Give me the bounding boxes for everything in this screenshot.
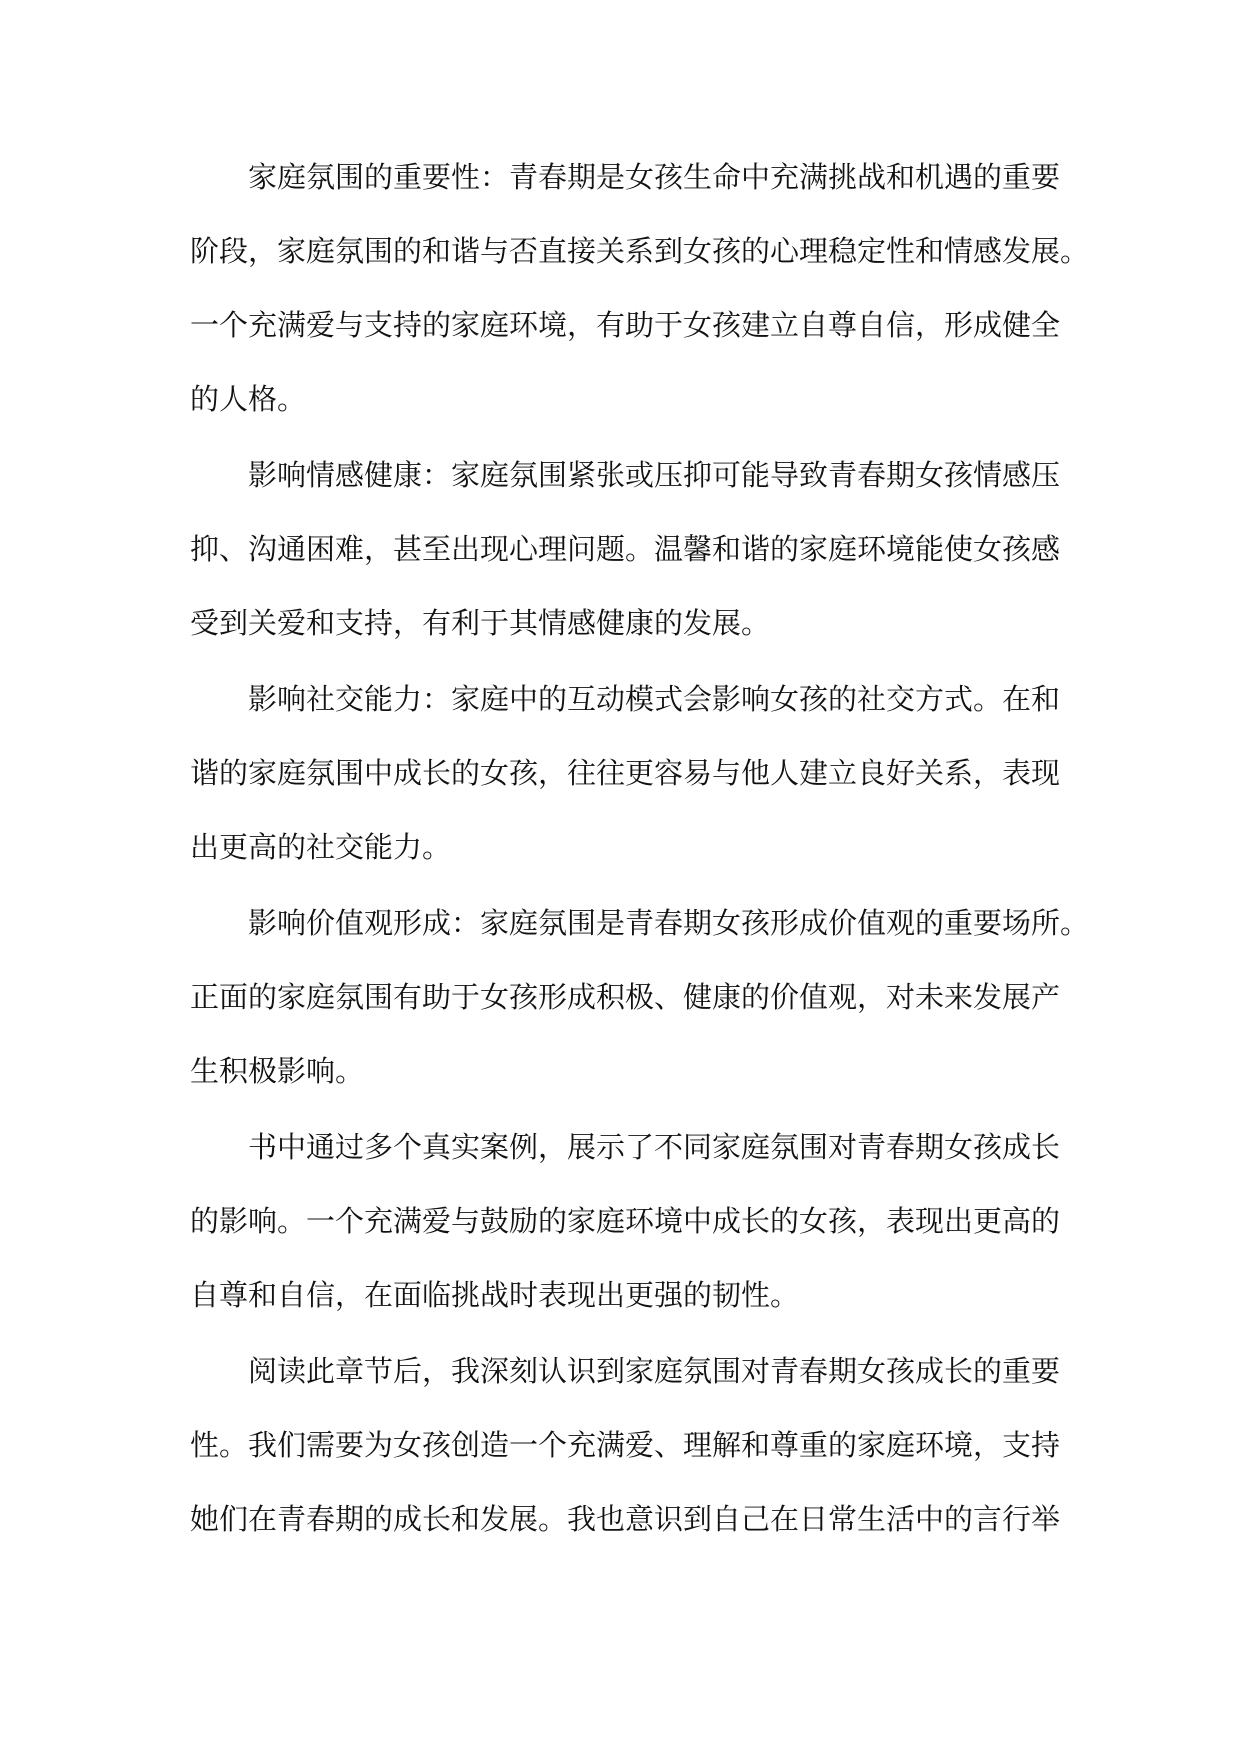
paragraph-reflection <box>190 1334 1060 1556</box>
text-line: 谐的家庭氛围中成长的女孩，往往更容易与他人建立良好关系，表现 <box>190 756 1061 790</box>
text-line: 受到关爱和支持，有利于其情感健康的发展。 <box>190 606 771 640</box>
text-line: 自尊和自信，在面临挑战时表现出更强的韧性。 <box>190 1278 800 1312</box>
text-line: 影响社交能力：家庭中的互动模式会影响女孩的社交方式。在和 <box>248 682 1061 716</box>
text-line: 阅读此章节后，我深刻认识到家庭氛围对青春期女孩成长的重要 <box>248 1354 1061 1388</box>
text-line: 她们在青春期的成长和发展。我也意识到自己在日常生活中的言行举 <box>190 1502 1061 1536</box>
text-line: 正面的家庭氛围有助于女孩形成积极、健康的价值观，对未来发展产 <box>190 980 1061 1014</box>
text-line: 一个充满爱与支持的家庭环境，有助于女孩建立自尊自信，形成健全 <box>190 308 1061 342</box>
paragraph-family-atmosphere-importance <box>190 140 1090 436</box>
text-line: 出更高的社交能力。 <box>190 830 452 864</box>
text-line: 抑、沟通困难，甚至出现心理问题。温馨和谐的家庭环境能使女孩感 <box>190 532 1061 566</box>
text-line: 的影响。一个充满爱与鼓励的家庭环境中成长的女孩，表现出更高的 <box>190 1204 1061 1238</box>
paragraph-social-skills <box>190 662 1060 884</box>
paragraph-case-studies <box>190 1110 1060 1332</box>
document-body <box>190 140 1090 1558</box>
text-line: 家庭氛围的重要性：青春期是女孩生命中充满挑战和机遇的重要 <box>248 160 1061 194</box>
text-line: 阶段，家庭氛围的和谐与否直接关系到女孩的心理稳定性和情感发展。 <box>190 234 1090 268</box>
paragraph-emotional-health <box>190 438 1060 660</box>
text-line: 影响价值观形成：家庭氛围是青春期女孩形成价值观的重要场所。 <box>248 906 1090 940</box>
text-line: 的人格。 <box>190 382 307 416</box>
text-line: 影响情感健康：家庭氛围紧张或压抑可能导致青春期女孩情感压 <box>248 458 1061 492</box>
text-line: 性。我们需要为女孩创造一个充满爱、理解和尊重的家庭环境，支持 <box>190 1428 1061 1462</box>
paragraph-values-formation <box>190 886 1090 1108</box>
text-line: 生积极影响。 <box>190 1054 365 1088</box>
text-line: 书中通过多个真实案例，展示了不同家庭氛围对青春期女孩成长 <box>248 1130 1061 1164</box>
